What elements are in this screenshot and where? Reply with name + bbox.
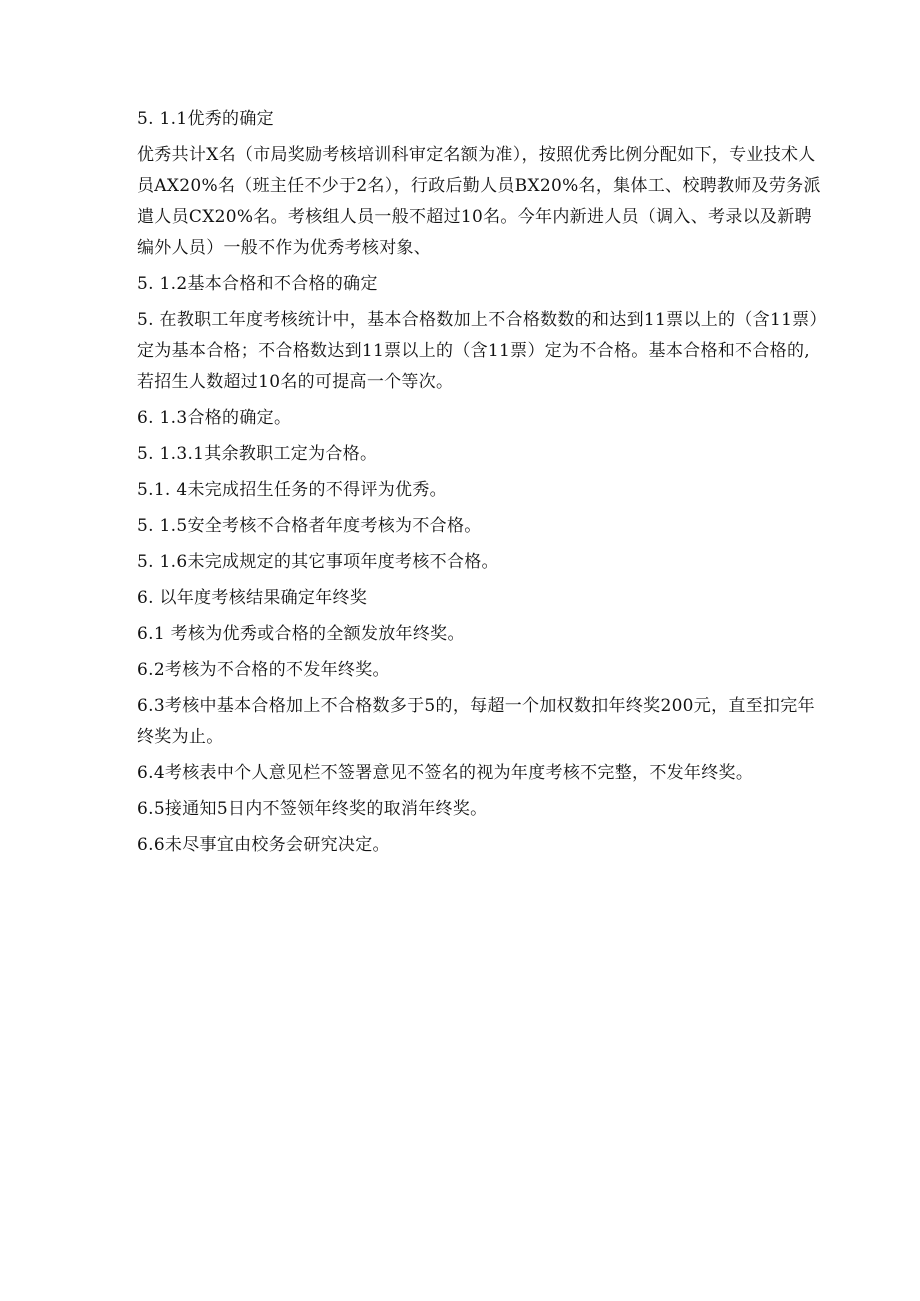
list-item-6-1: 6.1 考核为优秀或合格的全额发放年终奖。 [137,624,465,644]
list-item-5-1-3-1: 5. 1.3.1其余教职工定为合格。 [137,444,378,464]
section-heading-6: 6. 以年度考核结果确定年终奖 [137,588,368,608]
list-item-6-5: 6.5接通知5日内不签领年终奖的取消年终奖。 [137,799,488,819]
list-item-5-1-4: 5.1. 4未完成招生任务的不得评为优秀。 [137,480,447,500]
section-heading-5-1-2: 5. 1.2基本合格和不合格的确定 [137,274,378,294]
list-item-5-1-5: 5. 1.5安全考核不合格者年度考核为不合格。 [137,516,482,536]
list-item-6-3: 6.3考核中基本合格加上不合格数多于5的，每超一个加权数扣年终奖200元，直至扣完年终奖为止。 [137,696,815,747]
list-item-6-2: 6.2考核为不合格的不发年终奖。 [137,660,390,680]
document-body [137,104,827,866]
list-item-5-1-6: 5. 1.6未完成规定的其它事项年度考核不合格。 [137,552,499,572]
paragraph-basic-qualified-rule: 5. 在教职工年度考核统计中，基本合格数加上不合格数数的和达到11票以上的（含11票）定为基本合格；不合格数达到11票以上的（含11票）定为不合格。基本合格和不合格的,若招生人数超过10名的可提高一个等次。 [137,310,827,392]
paragraph-excellent-quota: 优秀共计X名（市局奖励考核培训科审定名额为准），按照优秀比例分配如下，专业技术人员AX20%名（班主任不少于2名），行政后勤人员BX20%名，集体工、校聘教师及劳务派遣人员CX20%名。考核组人员一般不超过10名。今年内新进人员（调入、考录以及新聘编外人员）一般不作为优秀考核对象、 [137,145,821,258]
list-item-6-6: 6.6未尽事宜由校务会研究决定。 [137,835,390,855]
list-item-6-4: 6.4考核表中个人意见栏不签署意见不签名的视为年度考核不完整，不发年终奖。 [137,763,754,783]
section-heading-1-3: 6. 1.3合格的确定。 [137,408,292,428]
section-heading-5-1-1: 5. 1.1优秀的确定 [137,109,274,129]
